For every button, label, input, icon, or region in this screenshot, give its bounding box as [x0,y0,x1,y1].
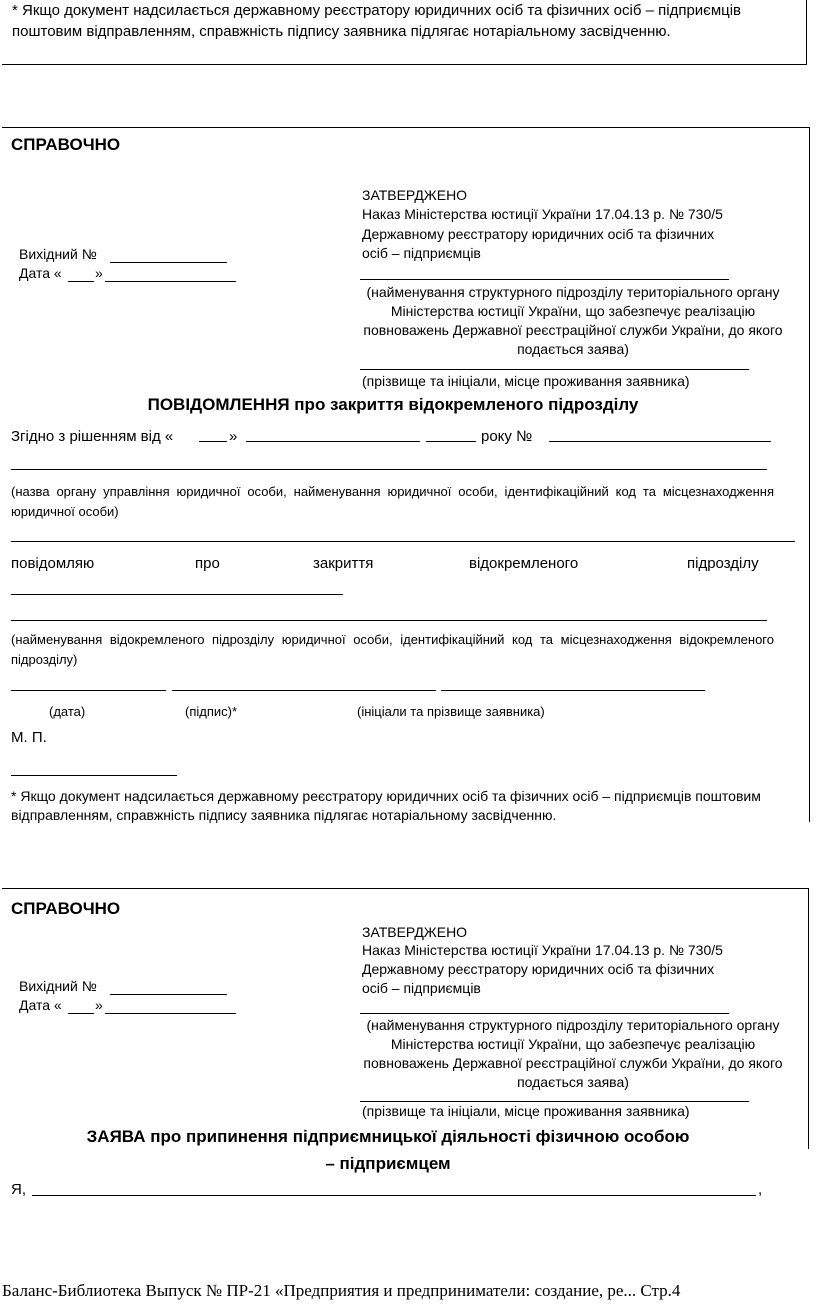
form1-sig-name-line[interactable] [441,690,705,691]
form1-outgoing-no-line[interactable] [110,262,227,263]
form1-notify-word-1: повідомляю [11,555,95,572]
form2-comma: , [758,1181,763,1198]
form1-decision-day-line[interactable] [199,441,227,442]
form1-body-line-1[interactable] [11,469,767,470]
form2-date-day-line[interactable] [68,1013,94,1014]
form1-date-day-line[interactable] [68,281,94,282]
form2-addressee-2: осіб – підприємців [362,980,481,996]
form1-sig-date: (дата) [49,704,86,719]
form2-organ-line[interactable] [360,1013,729,1014]
form2-organ-caption: (найменування структурного підрозділу територіального органу Міністерства юстиції України, що забезпечує реалізацію повноважень Державної реєстраційної служби України, до якого подається заява) [363,1017,783,1090]
form1-applicant-caption: (прізвище та ініціали, місце проживання заявника) [362,373,690,389]
form1-sig-sign: (підпис)* [185,704,238,719]
form1-body-line-4[interactable] [11,620,767,621]
form2-addressee-1: Державному реєстратору юридичних осіб та фізичних [362,961,715,977]
form2-approved-order: Наказ Міністерства юстиції України 17.04.13 р. № 730/5 [362,942,723,958]
form1-sig-name: (ініціали та прізвище заявника) [357,704,545,719]
form1-decision-prefix: Згідно з рішенням від « [11,428,174,445]
form1-notify-word-2: про [195,555,220,572]
form1-date-right: » [95,265,103,281]
form1-approved-title: ЗАТВЕРДЖЕНО [362,187,468,203]
form1-notify-word-5: підрозділу [687,555,759,572]
form1-decision-number-line[interactable] [549,441,771,442]
form2-date-right: » [95,997,103,1013]
page-footer: Баланс-Библиотека Выпуск № ПР-21 «Предприятия и предприниматели: создание, ре... Стр.4 [2,1281,681,1300]
form2-outgoing-no: Вихідний № [19,978,97,994]
form1-body-caption-2: (найменування відокремленого підрозділу юридичної особи, ідентифікаційний код та місцезнаходження відокремленого підрозділу) [11,632,774,667]
form1-addressee-1: Державному реєстратору юридичних осіб та фізичних [362,226,715,242]
form1-organ-caption: (найменування структурного підрозділу територіального органу Міністерства юстиції України, що забезпечує реалізацію повноважень Державної реєстраційної служби України, до якого подається заява) [363,284,783,357]
form1-approved-order: Наказ Міністерства юстиції України 17.04.13 р. № 730/5 [362,206,723,222]
form1-date-left: Дата « [19,265,62,281]
form1-decision-quote-close: » [229,428,238,445]
form1-outgoing-no: Вихідний № [19,246,97,262]
form2-title-1: ЗАЯВА про припинення підприємницької діяльності фізичною особою [86,1127,690,1146]
form1-footnote: * Якщо документ надсилається державному реєстратору юридичних осіб та фізичних осіб – підприємців поштовим відправленням, справжність підпису заявника підлягає нотаріальному засвідченню. [11,788,761,823]
form2-i-line[interactable] [32,1195,756,1196]
form2-header: СПРАВОЧНО [11,899,121,918]
form1-decision-year: року № [481,428,533,445]
form1-body-line-2[interactable] [11,541,795,542]
form2-approved-title: ЗАТВЕРДЖЕНО [362,924,468,940]
form1-decision-year-line[interactable] [426,441,476,442]
form1-date-line[interactable] [105,281,236,282]
form1-addressee-2: осіб – підприємців [362,245,481,261]
form2-date-left: Дата « [19,997,62,1013]
form2-date-line[interactable] [105,1013,236,1014]
form1-decision-month-line[interactable] [246,441,420,442]
form1-footnote-separator [11,775,177,776]
form1-title: ПОВІДОМЛЕННЯ про закриття відокремленого підрозділу [147,395,639,414]
form1-body-caption-1: (назва органу управління юридичної особи, найменування юридичної особи, ідентифікаційний код та місцезнаходження юридичної особи) [11,484,774,519]
top-note: * Якщо документ надсилається державному реєстратору юридичних осіб та фізичних осіб – підприємців поштовим відправленням, справжність підпису заявника підлягає нотаріальному засвідченню. [12,2,742,40]
form2-title-2: – підприємцем [325,1154,451,1173]
form2-applicant-caption: (прізвище та ініціали, місце проживання заявника) [362,1103,690,1119]
form1-sig-date-line[interactable] [11,690,166,691]
form1-applicant-line[interactable] [360,369,749,370]
form1-organ-line[interactable] [360,279,729,280]
form1-notify-word-3: закриття [313,555,374,572]
form1-notify-word-4: відокремленого [469,555,579,572]
form1-stamp: М. П. [11,729,47,746]
form1-sig-sign-line[interactable] [172,690,436,691]
form1-header: СПРАВОЧНО [11,135,121,154]
form2-outgoing-no-line[interactable] [110,994,227,995]
form2-i-label: Я, [11,1181,26,1198]
form1-body-line-3[interactable] [11,594,343,595]
